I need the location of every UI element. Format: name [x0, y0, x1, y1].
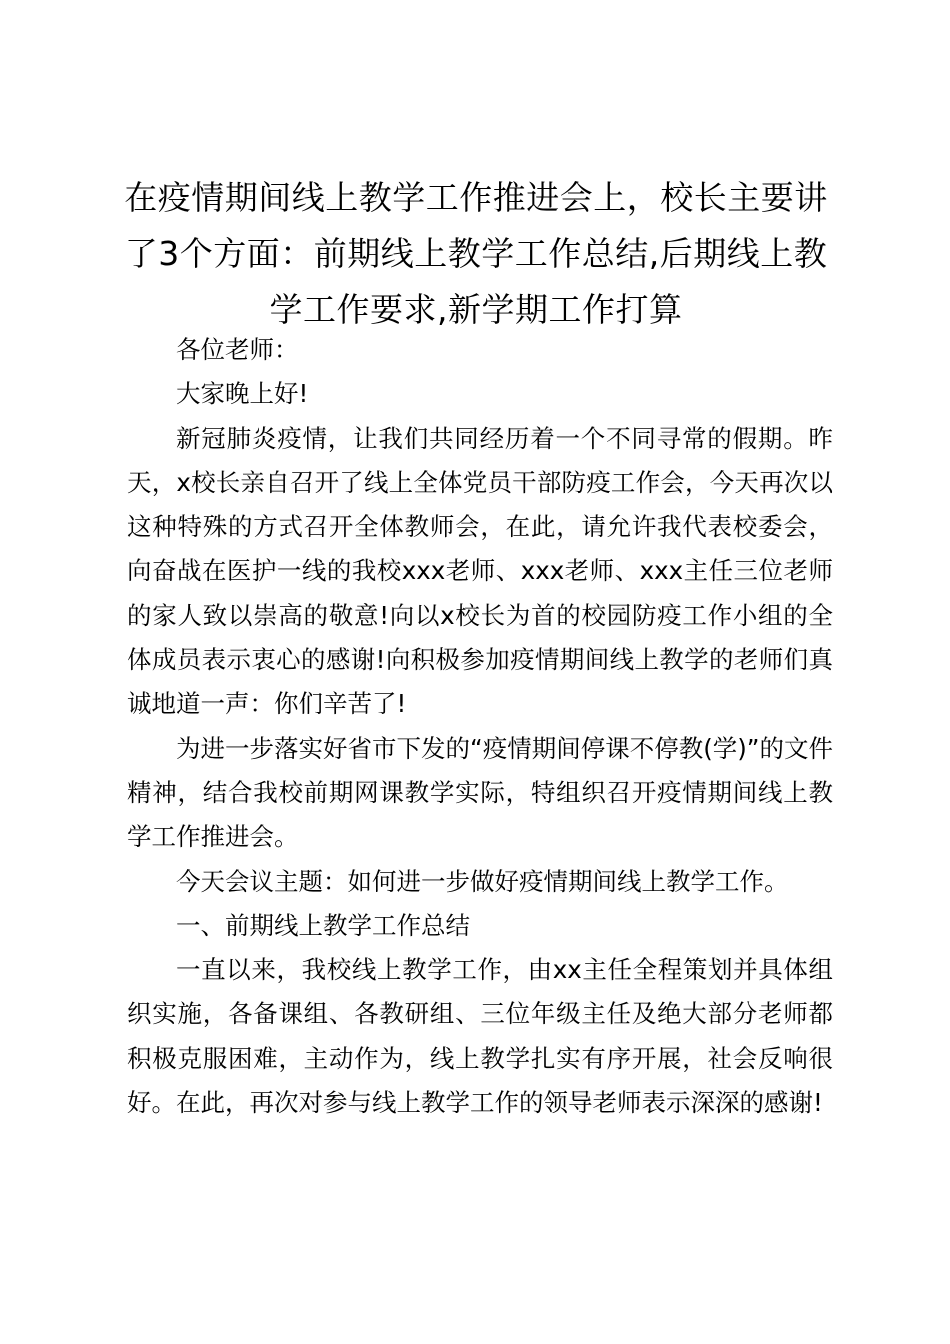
salutation: 各位老师：	[176, 335, 299, 364]
paragraph-summary: 一直以来，我校线上教学工作，由xx主任全程策划并具体组织实施，各备课组、各教研组、三位年级主任及绝大部分老师都积极克服困难，主动作为，线上教学扎实有序开展，社会反响很好。在此，再次对参与线上教学工作的领导老师表示深深的感谢!	[127, 955, 833, 1118]
document-body	[127, 328, 833, 1125]
paragraph-purpose: 为进一步落实好省市下发的“疫情期间停课不停教(学)”的文件精神，结合我校前期网课教学实际，特组织召开疫情期间线上教学工作推进会。	[127, 733, 833, 852]
section-heading-1: 一、前期线上教学工作总结	[176, 910, 470, 940]
document-title: 在疫情期间线上教学工作推进会上，校长主要讲了3个方面：前期线上教学工作总结,后期线上教学工作要求,新学期工作打算	[124, 178, 828, 329]
paragraph-opening: 新冠肺炎疫情，让我们共同经历着一个不同寻常的假期。昨天，x校长亲自召开了线上全体党员干部防疫工作会，今天再次以这种特殊的方式召开全体教师会，在此，请允许我代表校委会，向奋战在医护一线的我校xxx老师、xxx老师、xxx主任三位老师的家人致以崇高的敬意!向以x校长为首的校园防疫工作小组的全体成员表示衷心的感谢!向积极参加疫情期间线上教学的老师们真诚地道一声：你们辛苦了!	[127, 423, 833, 719]
greeting: 大家晚上好!	[176, 379, 309, 409]
paragraph-theme: 今天会议主题：如何进一步做好疫情期间线上教学工作。	[176, 866, 789, 896]
